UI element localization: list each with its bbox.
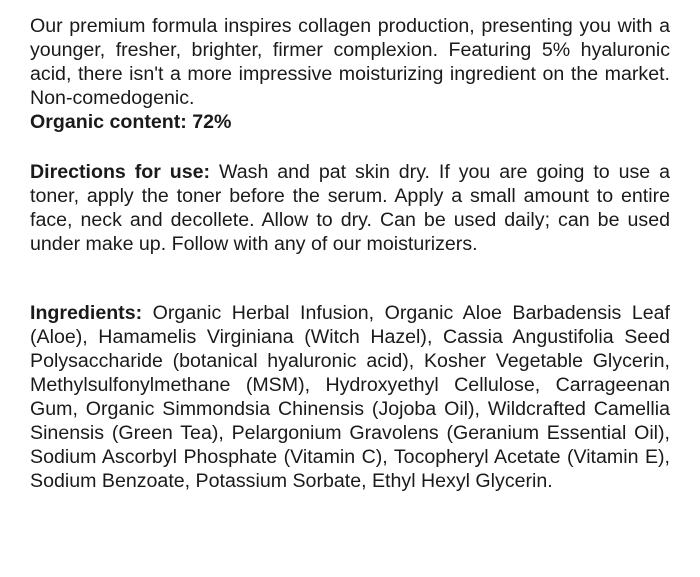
ingredients-text: Organic Herbal Infusion, Organic Aloe Barbadensis Leaf (Aloe), Hamamelis Virginiana (Witch Hazel), Cassia Angustifolia Seed Polysaccharide (botanical hyaluronic acid), Kosher Vegetable Glycerin, Methylsulfonylmethane (MSM), Hydroxyethyl Cellulose, Carrageenan Gum, Organic Simmondsia Chinensis (Jojoba Oil), Wildcrafted Camellia Sinensis (Green Tea), Pelargonium Gravolens (Geranium Essential Oil), Sodium Ascorbyl Phosphate (Vitamin C), Tocopheryl Acetate (Vitamin E), Sodium Benzoate, Potassium Sorbate, Ethyl Hexyl Glycerin. xyxy=(30,302,670,492)
directions-text: Wash and pat skin dry. If you are going to use a toner, apply the toner before the serum. Apply a small amount to entire face, neck and decollete. Allow to dry. Can be used daily; can be used under make up. Follow with any of our moisturizers. xyxy=(30,161,670,255)
ingredients-section xyxy=(30,301,670,493)
directions-section xyxy=(30,160,670,256)
description-text: Our premium formula inspires collagen production, presenting you with a younger, fresher, brighter, firmer complexion. Featuring 5% hyaluronic acid, there isn't a more impressive moisturizing ingredient on the market. Non-comedogenic. xyxy=(30,15,670,109)
directions-label: Directions for use: xyxy=(30,161,211,183)
ingredients-label: Ingredients: xyxy=(30,302,143,324)
product-description xyxy=(30,14,670,134)
organic-content: Organic content: 72% xyxy=(30,111,232,133)
